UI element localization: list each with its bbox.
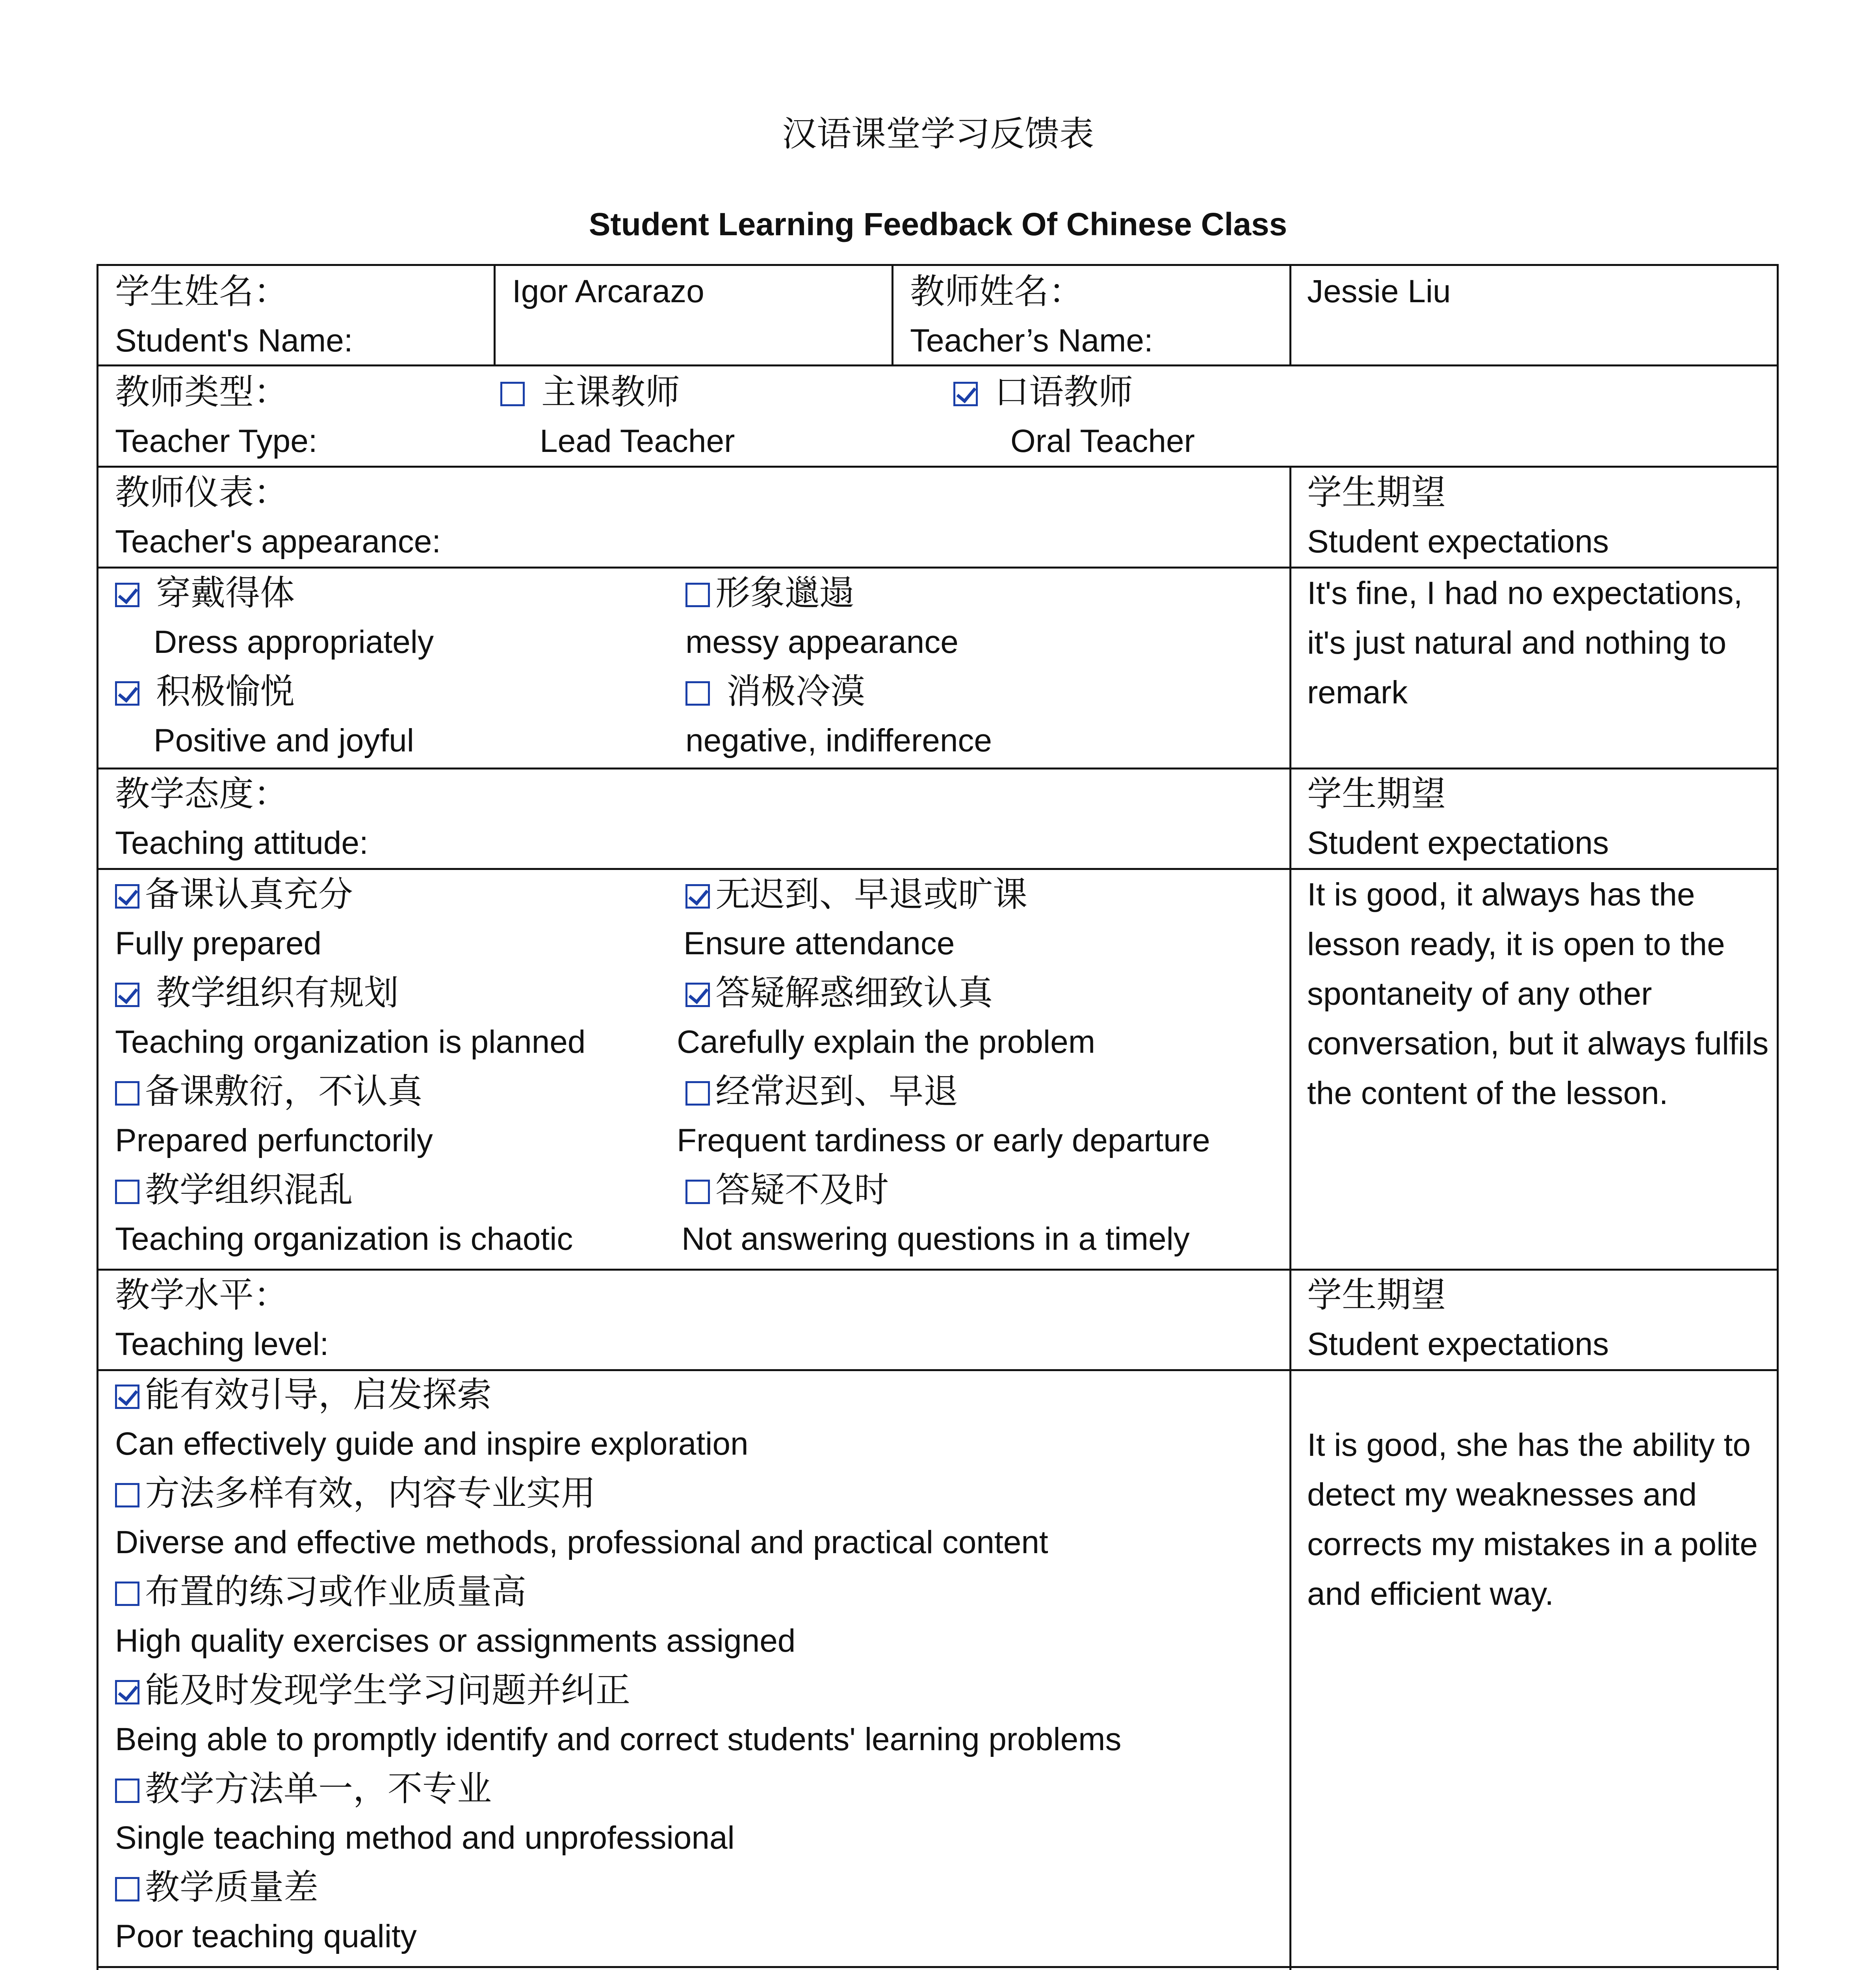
appearance-item-en: negative, indifference: [685, 723, 992, 758]
level-label-en: Teaching level:: [115, 1326, 329, 1362]
attitude-item-en: Prepared perfunctorily: [115, 1123, 433, 1158]
option-lead-teacher-en: Lead Teacher: [540, 423, 735, 459]
attitude-label-cn: 教学态度：: [115, 773, 289, 814]
level-expectation: It is good, she has the ability to detect my weaknesses and corrects my mistakes in a polite and efficient way.: [1307, 1427, 1758, 1612]
level-item[interactable]: 方法多样有效，内容专业实用: [115, 1474, 596, 1513]
page-title-cn: 汉语课堂学习反馈表: [782, 113, 1094, 154]
checkbox-icon[interactable]: [115, 1582, 139, 1606]
teacher-name-label-cn: 教师姓名：: [910, 271, 1084, 312]
option-oral-teacher[interactable]: 口语教师: [953, 372, 1133, 412]
checkbox-icon[interactable]: [500, 382, 525, 406]
attitude-item[interactable]: 经常迟到、早退: [685, 1072, 958, 1111]
checkbox-icon[interactable]: [685, 1180, 710, 1204]
teacher-name-label-en: Teacher’s Name:: [910, 323, 1153, 359]
checkbox-icon[interactable]: [115, 1081, 139, 1106]
level-label-cn: 教学水平：: [115, 1275, 289, 1315]
level-item[interactable]: 布置的练习或作业质量高: [115, 1572, 526, 1611]
expectations-header-en: Student expectations: [1307, 1326, 1609, 1362]
level-item-en: Being able to promptly identify and correct students' learning problems: [115, 1721, 1122, 1757]
attitude-item[interactable]: 教学组织有规划: [115, 973, 399, 1013]
checked-checkbox-icon[interactable]: [115, 583, 139, 607]
appearance-item[interactable]: 消极冷漠: [685, 672, 865, 711]
student-name-value: Igor Arcarazo: [512, 273, 704, 309]
attitude-expectation: It is good, it always has the lesson ready, it is open to the spontaneity of any other conversation, but it always fulfils the content of the lesson.: [1307, 877, 1769, 1111]
level-item[interactable]: 能有效引导，启发探索: [115, 1375, 492, 1414]
checked-checkbox-icon[interactable]: [115, 983, 139, 1007]
teacher-name-value: Jessie Liu: [1307, 273, 1451, 309]
checked-checkbox-icon[interactable]: [685, 884, 710, 909]
option-lead-teacher[interactable]: 主课教师: [500, 372, 680, 412]
checkbox-icon[interactable]: [685, 1081, 710, 1106]
attitude-item-en: Teaching organization is planned: [115, 1024, 586, 1060]
checkbox-icon[interactable]: [115, 1483, 139, 1507]
appearance-item[interactable]: 积极愉悦: [115, 672, 295, 711]
attitude-item-en: Fully prepared: [115, 926, 322, 961]
checked-checkbox-icon[interactable]: [685, 983, 710, 1007]
expectations-header-en: Student expectations: [1307, 825, 1609, 861]
checkbox-icon[interactable]: [115, 1779, 139, 1803]
appearance-label-en: Teacher's appearance:: [115, 524, 441, 559]
attitude-item[interactable]: 备课认真充分: [115, 875, 353, 914]
appearance-item[interactable]: 穿戴得体: [115, 573, 295, 613]
appearance-item-en: Positive and joyful: [154, 723, 414, 758]
appearance-item-en: messy appearance: [685, 624, 958, 660]
checked-checkbox-icon[interactable]: [115, 1385, 139, 1409]
checked-checkbox-icon[interactable]: [115, 884, 139, 909]
attitude-item-en: Frequent tardiness or early departure: [677, 1123, 1210, 1158]
attitude-item-en: Not answering questions in a timely: [682, 1221, 1190, 1257]
expectations-header-cn: 学生期望: [1307, 773, 1446, 814]
attitude-item-en: Carefully explain the problem: [677, 1024, 1095, 1060]
student-name-label-cn: 学生姓名：: [115, 271, 289, 312]
level-item-en: Single teaching method and unprofessional: [115, 1820, 735, 1856]
level-item[interactable]: 教学方法单一，不专业: [115, 1769, 492, 1808]
attitude-item[interactable]: 教学组织混乱: [115, 1170, 353, 1210]
checkbox-icon[interactable]: [685, 681, 710, 706]
expectations-header-cn: 学生期望: [1307, 1275, 1446, 1315]
level-item-en: Can effectively guide and inspire exploration: [115, 1426, 749, 1462]
checkbox-icon[interactable]: [115, 1877, 139, 1901]
checked-checkbox-icon[interactable]: [115, 1680, 139, 1704]
expectations-header-en: Student expectations: [1307, 524, 1609, 559]
attitude-item-en: Ensure attendance: [684, 926, 955, 961]
teacher-type-label-cn: 教师类型：: [115, 372, 289, 412]
level-item[interactable]: 能及时发现学生学习问题并纠正: [115, 1671, 630, 1710]
option-oral-teacher-en: Oral Teacher: [1010, 423, 1195, 459]
teacher-type-label-en: Teacher Type:: [115, 423, 318, 459]
checked-checkbox-icon[interactable]: [115, 681, 139, 706]
level-item-en: Diverse and effective methods, professional and practical content: [115, 1524, 1048, 1560]
attitude-item[interactable]: 答疑解惑细致认真: [685, 973, 993, 1013]
attitude-item[interactable]: 备课敷衍，不认真: [115, 1072, 422, 1111]
attitude-item-en: Teaching organization is chaotic: [115, 1221, 573, 1257]
expectations-header-cn: 学生期望: [1307, 472, 1446, 513]
checkbox-icon[interactable]: [685, 583, 710, 607]
checked-checkbox-icon[interactable]: [953, 382, 978, 406]
level-item-en: High quality exercises or assignments assigned: [115, 1623, 796, 1659]
level-item[interactable]: 教学质量差: [115, 1868, 318, 1907]
appearance-item[interactable]: 形象邋遢: [685, 573, 854, 613]
attitude-item[interactable]: 答疑不及时: [685, 1170, 889, 1210]
attitude-item[interactable]: 无迟到、早退或旷课: [685, 875, 1027, 914]
appearance-expectation: It's fine, I had no expectations, it's just natural and nothing to remark: [1307, 575, 1743, 710]
appearance-item-en: Dress appropriately: [154, 624, 434, 660]
level-item-en: Poor teaching quality: [115, 1918, 417, 1954]
student-name-label-en: Student's Name:: [115, 323, 353, 359]
page-title-en: Student Learning Feedback Of Chinese Class: [589, 206, 1287, 242]
appearance-label-cn: 教师仪表：: [115, 472, 289, 513]
checkbox-icon[interactable]: [115, 1180, 139, 1204]
attitude-label-en: Teaching attitude:: [115, 825, 368, 861]
